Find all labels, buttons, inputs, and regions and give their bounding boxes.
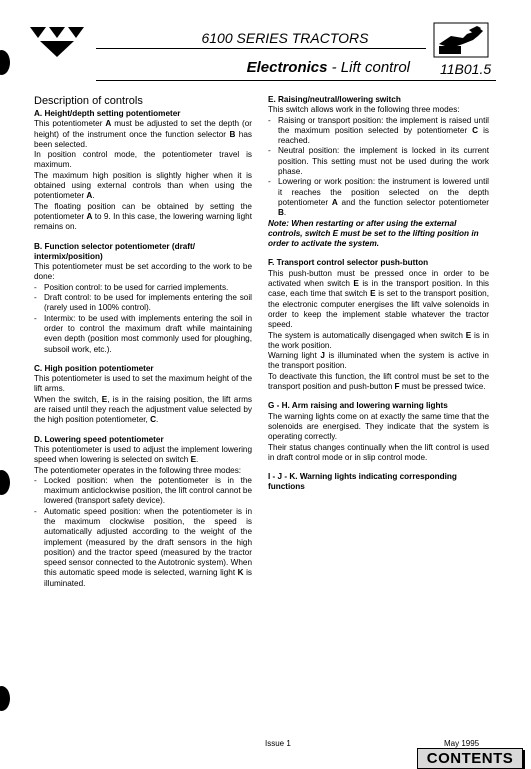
control-c-paragraph: When the switch, E, is in the raising position, the lift arms are raised until they reach the adjustment value selected by the high position potentiometer, C. [34, 394, 252, 425]
list-item: - Draft control: to be used for implements entering the soil (rarely used in 100% control). [34, 293, 252, 314]
control-d-paragraph: This potentiometer is used to adjust the implement lowering speed when lowering is selected on switch E. [34, 444, 252, 465]
control-a-paragraph: This potentiometer A must be adjusted to set the depth (or height) of the instrument once the function selector B has been selected. [34, 119, 252, 149]
control-f-paragraph: Warning light J is illuminated when the system is active in the transport position. [268, 351, 489, 371]
control-b-list [34, 283, 252, 355]
control-d-title: D. Lowering speed potentiometer [34, 434, 164, 444]
control-c-title: C. High position potentiometer [34, 363, 154, 373]
control-f-paragraph: To deactivate this function, the lift control must be set to the transport position and push-button F must be pressed twice. [268, 371, 489, 392]
control-f-title: F. Transport control selector push-button [268, 258, 429, 268]
page-title: Electronics - Lift control [246, 59, 410, 76]
restart-note: Note: When restarting or after using the external controls, switch E must be set to the lifting position in order to activate the system. [268, 218, 479, 249]
control-e-title: E. Raising/neutral/lowering switch [268, 95, 401, 104]
control-ijk-title: I - J - K. Warning lights indicating corresponding functions [268, 472, 457, 492]
list-item: - Automatic speed position: when the potentiometer is in the maximum clockwise position, the speed is automatically adjusted according to the weight of the implement (measured by the draft sensors in the high position) and the tractor speed (measured by the tractor speed sensor connected to the Autotronic system). When this automatic speed mode is selected, warning light K is illuminated. [34, 507, 252, 589]
binder-hole [0, 470, 10, 495]
control-gh-paragraph: The warning lights come on at exactly the same time that the solenoids are energised. They indicate that the system is operating correctly. [268, 411, 489, 442]
header-rule [96, 80, 496, 81]
list-item: - Position control: to be used for carried implements. [34, 283, 252, 293]
massey-ferguson-triangles-icon [28, 24, 86, 58]
control-d-paragraph: The potentiometer operates in the following three modes: [34, 465, 242, 475]
binder-hole [0, 50, 10, 75]
control-f-paragraph: This push-button must be pressed once in order to be activated when switch E is in the transport position. In this case, each time that switch E is set to the transport position, the electronic computer energises the lift valve solenoids in order to keep the implement stable whatever the tractor speed. [268, 268, 490, 330]
section-code: 11B01.5 [440, 61, 492, 77]
left-column [34, 95, 252, 589]
control-b-paragraph: This potentiometer must be set according to the work to be done: [34, 262, 252, 282]
control-e-list [268, 116, 489, 219]
control-a-title: A. Height/depth setting potentiometer [34, 109, 181, 118]
control-b-title: B. Function selector potentiometer (draft/ intermix/position) [34, 241, 196, 261]
issue-date: May 1995 [444, 739, 480, 748]
list-item: - Locked position: when the potentiometer is in the maximum anticlockwise position, the lift control cannot be lowered (transport safety device). [34, 476, 252, 507]
list-item: - Raising or transport position: the implement is raised until the maximum position selected by potentiometer C is reached. [268, 116, 489, 147]
binder-hole [0, 686, 10, 711]
right-column [268, 95, 489, 493]
control-a-paragraph: The maximum high position is slightly higher when it is obtained using external controls than when using the potentiometer A. [34, 170, 252, 201]
section-heading: Description of controls [34, 95, 143, 107]
control-a-paragraph: In position control mode, the potentiometer travel is maximum. [34, 150, 252, 170]
contents-button[interactable]: CONTENTS [417, 748, 523, 769]
control-a-paragraph: The floating position can be obtained by setting the potentiometer A to 9. In this case, the lowering warning light remains on. [34, 201, 252, 232]
series-title: 6100 SERIES TRACTORS [201, 30, 369, 46]
issue-label: Issue 1 [265, 739, 291, 748]
control-d-list [34, 476, 252, 589]
control-gh-paragraph: Their status changes continually when the lift control is used in draft control mode or in slip control mode. [268, 442, 489, 462]
list-item: - Lowering or work position: the instrument is lowered until it reaches the position selected on the depth potentiometer A and the function selector potentiometer B. [268, 177, 489, 218]
list-item: - Intermix: to be used with implements entering the soil in order to control the maximum draft while maintaining even depth (position most commonly used for ploughing, subsoil work, etc.). [34, 314, 252, 355]
control-e-paragraph: This switch allows work in the following three modes: [268, 105, 460, 115]
list-item: - Neutral position: the implement is locked in its current position. This setting must not be used during the work phase. [268, 146, 489, 177]
control-f-paragraph: The system is automatically disengaged when switch E is in the work position. [268, 330, 489, 350]
header-rule [96, 48, 426, 49]
control-c-paragraph: This potentiometer is used to set the maximum height of the lift arms. [34, 374, 252, 394]
wrench-hand-icon [433, 22, 489, 58]
control-gh-title: G - H. Arm raising and lowering warning lights [268, 401, 448, 411]
